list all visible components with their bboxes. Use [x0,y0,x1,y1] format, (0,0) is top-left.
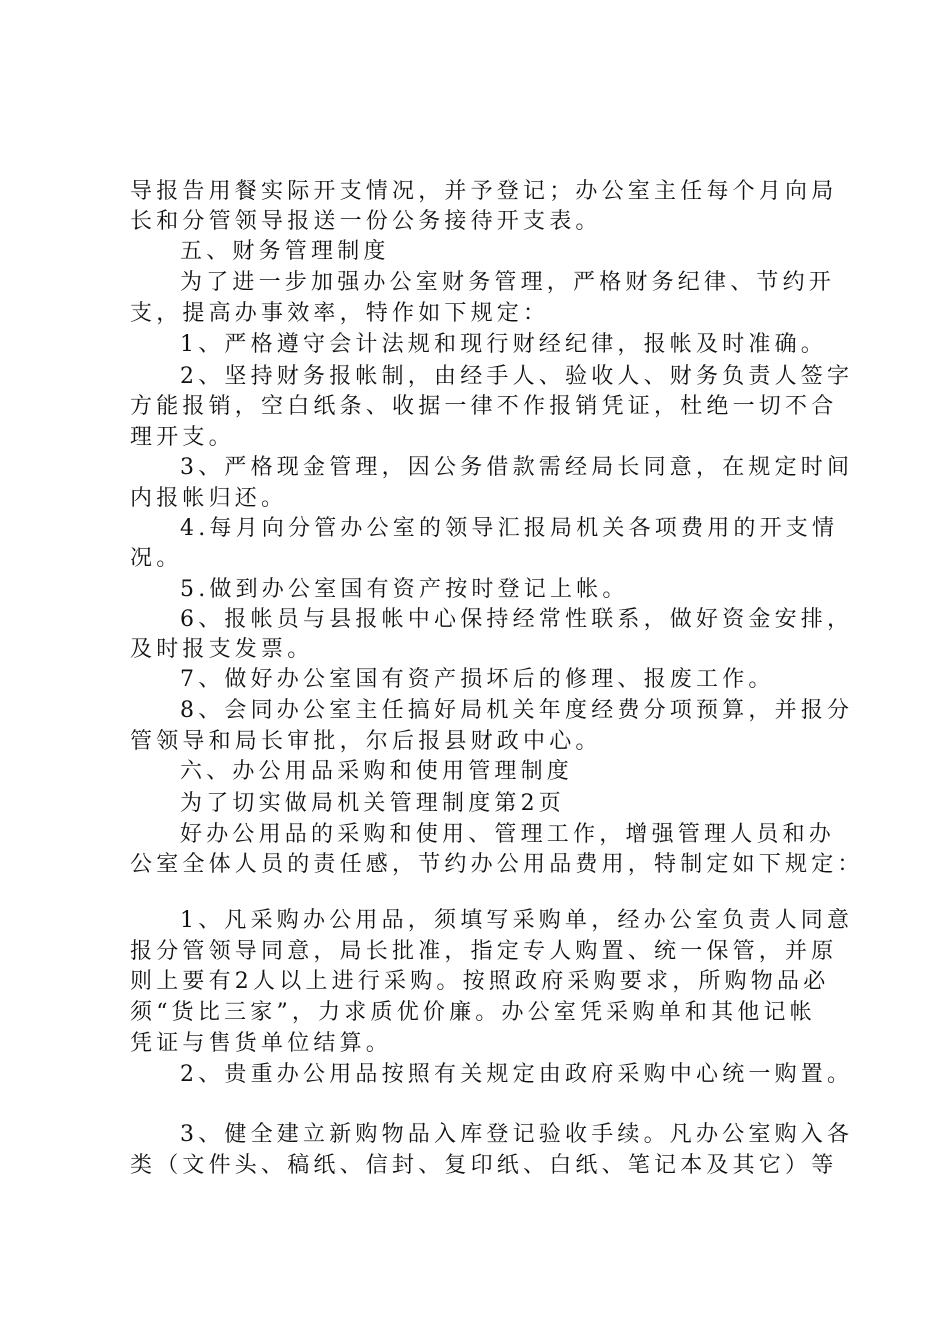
text-line: 内报帐归还。 [130,486,288,511]
text-line: 方能报销，空白纸条、收据一律不作报销凭证，杜绝一切不合 [130,394,838,419]
text-line: 3、健全建立新购物品入库登记验收手续。凡办公室购入各 [180,1122,854,1147]
text-line: 理开支。 [130,425,235,450]
text-line: 长和分管领导报送一份公务接待开支表。 [130,209,602,234]
page-marker-line: 为了切实做局机关管理制度第2页 [180,791,565,816]
text-line: 2、贵重办公用品按照有关规定由政府采购中心统一购置。 [180,1062,854,1087]
text-line: 则上要有2人以上进行采购。按照政府采购要求，所购物品必 [130,969,830,994]
text-line: 2、坚持财务报帐制，由经手人、验收人、财务负责人签字 [180,364,854,389]
text-line: 及时报支发票。 [130,637,314,662]
text-line: 好办公用品的采购和使用、管理工作，增强管理人员和办 [180,822,836,847]
text-line: 7、做好办公室国有资产损坏后的修理、报废工作。 [180,667,775,692]
section-heading: 六、办公用品采购和使用管理制度 [180,759,574,784]
text-line: 为了进一步加强办公室财务管理，严格财务纪律、节约开 [180,270,836,295]
text-line: 1、凡采购办公用品，须填写采购单，经办公室负责人同意 [180,908,854,933]
text-line: 凭证与售货单位结算。 [130,1031,393,1056]
text-line: 8、会同办公室主任搞好局机关年度经费分项预算，并报分 [180,698,854,723]
section-heading: 五、财务管理制度 [180,239,390,264]
text-line: 况。 [130,546,183,571]
text-line: 6、报帐员与县报帐中心保持经常性联系，做好资金安排， [180,607,854,632]
text-line: 公室全体人员的责任感，节约办公用品费用，特制定如下规定： [130,852,864,877]
text-line: 1、严格遵守会计法规和现行财经纪律，报帐及时准确。 [180,332,827,357]
text-line: 须“货比三家”，力求质优价廉。办公室凭采购单和其他记帐 [130,1000,816,1025]
text-line: 3、严格现金管理，因公务借款需经局长同意，在规定时间 [180,455,854,480]
text-line: 5.做到办公室国有资产按时登记上帐。 [180,577,629,602]
text-line: 报分管领导同意，局长批准，指定专人购置、统一保管，并原 [130,939,838,964]
text-line: 导报告用餐实际开支情况，并予登记；办公室主任每个月向局 [130,179,838,204]
text-line: 类（文件头、稿纸、信封、复印纸、白纸、笔记本及其它）等 [130,1153,838,1178]
text-line: 4.每月向分管办公室的领导汇报局机关各项费用的开支情 [180,516,839,541]
text-line: 支，提高办事效率，特作如下规定： [130,301,550,326]
text-line: 管领导和局长审批，尔后报县财政中心。 [130,729,602,754]
